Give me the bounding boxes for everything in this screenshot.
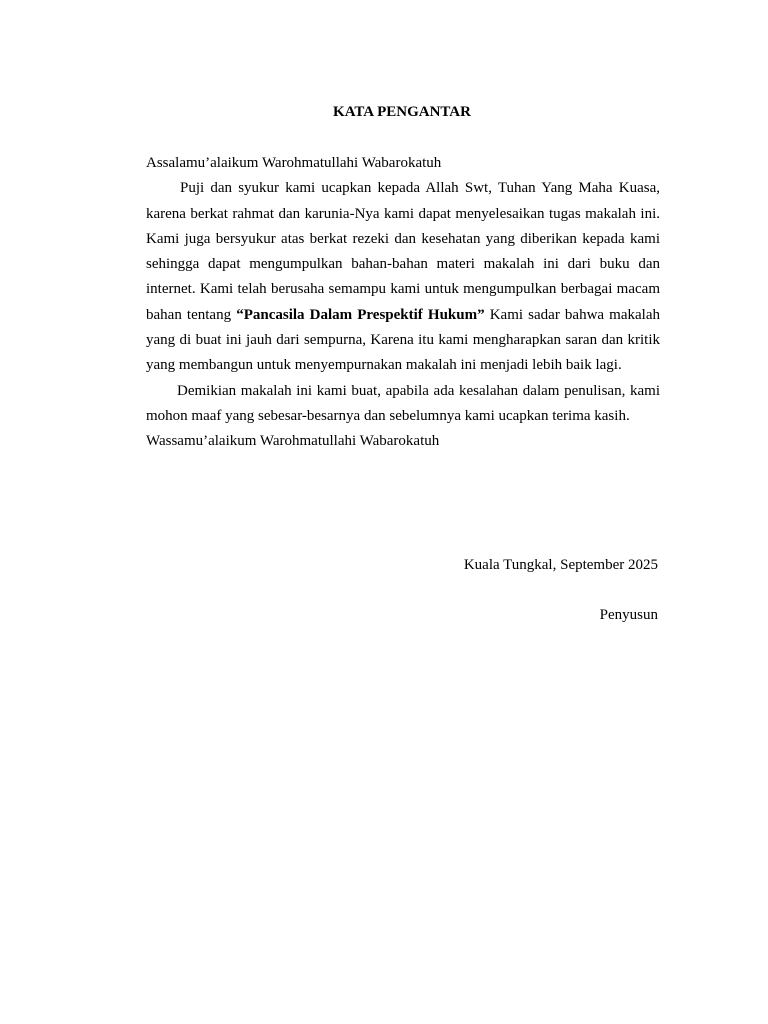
paragraph-closing-remarks: Demikian makalah ini kami buat, apabila ada kesalahan dalam penulisan, kami mohon maaf yang sebesar-besarnya dan sebelumnya kami ucapkan terima kasih. — [146, 382, 660, 424]
paper-topic-title: “Pancasila Dalam Prespektif Hukum” — [236, 306, 485, 323]
paragraph-gratitude — [146, 176, 660, 378]
document-body — [146, 151, 660, 455]
opening-greeting: Assalamu’alaikum Warohmatullahi Wabarokatuh — [146, 155, 442, 171]
document-title: KATA PENGANTAR — [333, 104, 471, 120]
paragraph-gratitude-text-end: Kami sadar bahwa makalah yang di buat ini jauh dari sempurna, Karena itu kami mengharapkan saran dan kritik yang membangun untuk menyempurnakan makalah ini menjadi lebih baik lagi. — [146, 306, 660, 374]
closing-greeting: Wassamu’alaikum Warohmatullahi Wabarokatuh — [146, 433, 440, 450]
paragraph-gratitude-text-start: Puji dan syukur kami ucapkan kepada Allah Swt, Tuhan Yang Maha Kuasa, karena berkat rahmat dan karunia-Nya kami dapat menyelesaikan tugas makalah ini. Kami juga bersyukur atas berkat rezeki dan kesehatan yang diberikan kepada kami sehingga dapat mengumpulkan bahan-bahan materi makalah ini dari buku dan internet. Kami telah berusaha semampu kami untuk mengumpulkan berbagai macam bahan tentang — [146, 180, 660, 323]
signer-label: Penyusun — [599, 607, 658, 623]
place-date: Kuala Tungkal, September 2025 — [463, 557, 658, 573]
